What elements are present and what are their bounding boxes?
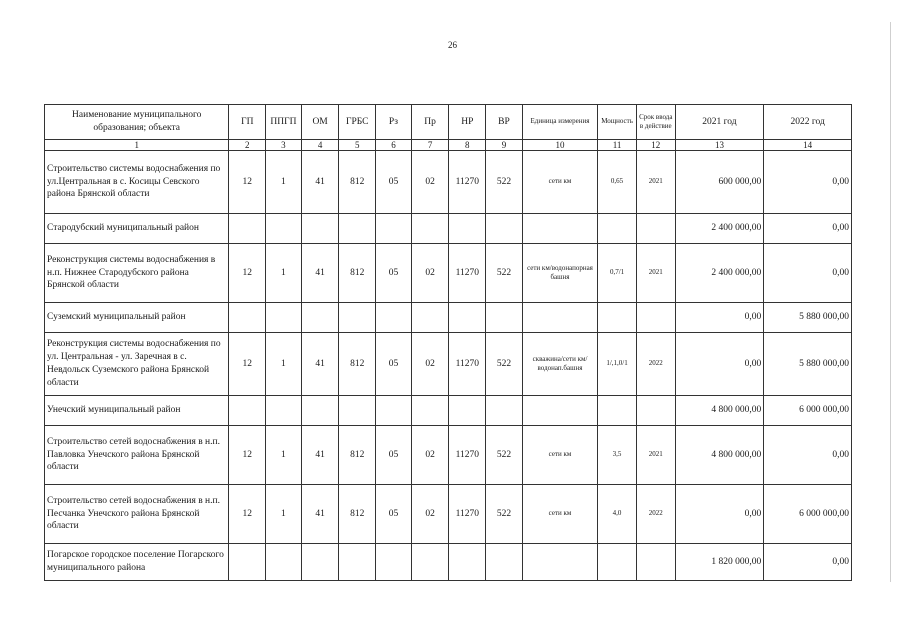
header-unit: Единица измерения <box>522 105 597 140</box>
table-row <box>45 333 852 396</box>
cell-om: 41 <box>301 151 339 214</box>
cell-grbs: 812 <box>339 485 376 544</box>
cell-gp: 12 <box>229 485 266 544</box>
column-number: 7 <box>411 140 449 151</box>
cell-nr: 11270 <box>449 485 486 544</box>
cell-vr: 522 <box>486 244 523 303</box>
object-name: Реконструкция системы водоснабжения по ул. Центральная - ул. Заречная в с. Невдольск Суземского района Брянской области <box>45 333 229 396</box>
column-number: 4 <box>301 140 339 151</box>
cell-vr: 522 <box>486 426 523 485</box>
cell-ppgp: 1 <box>266 151 302 214</box>
region-name: Погарское городское поселение Погарского муниципального района <box>45 544 229 581</box>
column-number: 12 <box>636 140 675 151</box>
cell-rz: 05 <box>376 244 412 303</box>
cell-grbs: 812 <box>339 151 376 214</box>
column-number: 3 <box>266 140 302 151</box>
cell-ppgp: 1 <box>266 485 302 544</box>
header-ppgp: ППГП <box>266 105 302 140</box>
cell-vr: 522 <box>486 333 523 396</box>
header-om: ОМ <box>301 105 339 140</box>
cell-ppgp: 1 <box>266 426 302 485</box>
cell-power: 1/,1,0/1 <box>598 333 637 396</box>
header-2022: 2022 год <box>764 105 852 140</box>
cell-om: 41 <box>301 333 339 396</box>
cell-nr: 11270 <box>449 244 486 303</box>
header-pr: Пр <box>411 105 449 140</box>
object-name: Строительство сетей водоснабжения в н.п. Песчанка Унечского района Брянской области <box>45 485 229 544</box>
table-row <box>45 426 852 485</box>
cell-grbs: 812 <box>339 426 376 485</box>
cell-term: 2021 <box>636 426 675 485</box>
table-row <box>45 485 852 544</box>
header-term: Срок ввода в действие <box>636 105 675 140</box>
cell-pr: 02 <box>411 244 449 303</box>
column-number: 11 <box>598 140 637 151</box>
cell-rz: 05 <box>376 151 412 214</box>
cell-pr: 02 <box>411 151 449 214</box>
cell-2021: 4 800 000,00 <box>675 426 764 485</box>
cell-power: 0,65 <box>598 151 637 214</box>
column-number: 13 <box>675 140 764 151</box>
cell-pr: 02 <box>411 333 449 396</box>
cell-gp: 12 <box>229 244 266 303</box>
cell-2022: 6 000 000,00 <box>764 485 852 544</box>
column-number: 1 <box>45 140 229 151</box>
header-vr: ВР <box>486 105 523 140</box>
cell-vr: 522 <box>486 151 523 214</box>
cell-2022: 6 000 000,00 <box>764 396 852 426</box>
cell-vr: 522 <box>486 485 523 544</box>
cell-pr: 02 <box>411 485 449 544</box>
header-nr: НР <box>449 105 486 140</box>
cell-grbs: 812 <box>339 244 376 303</box>
region-name: Унечский муниципальный район <box>45 396 229 426</box>
cell-2021: 2 400 000,00 <box>675 214 764 244</box>
cell-ppgp: 1 <box>266 333 302 396</box>
cell-ppgp: 1 <box>266 244 302 303</box>
table-row <box>45 244 852 303</box>
cell-om: 41 <box>301 244 339 303</box>
cell-2021: 2 400 000,00 <box>675 244 764 303</box>
cell-2021: 0,00 <box>675 303 764 333</box>
cell-rz: 05 <box>376 333 412 396</box>
cell-2021: 0,00 <box>675 333 764 396</box>
column-number: 5 <box>339 140 376 151</box>
cell-2022: 0,00 <box>764 426 852 485</box>
cell-2022: 0,00 <box>764 244 852 303</box>
cell-2021: 0,00 <box>675 485 764 544</box>
region-name: Суземский муниципальный район <box>45 303 229 333</box>
table-row <box>45 396 852 426</box>
cell-gp: 12 <box>229 151 266 214</box>
cell-2022: 0,00 <box>764 214 852 244</box>
budget-table <box>44 104 852 581</box>
region-name: Стародубский муниципальный район <box>45 214 229 244</box>
cell-om: 41 <box>301 426 339 485</box>
page-edge-line <box>890 22 891 582</box>
cell-power: 4,0 <box>598 485 637 544</box>
cell-term: 2022 <box>636 485 675 544</box>
cell-grbs: 812 <box>339 333 376 396</box>
column-number: 10 <box>522 140 597 151</box>
cell-2021: 4 800 000,00 <box>675 396 764 426</box>
table-row <box>45 303 852 333</box>
cell-gp: 12 <box>229 333 266 396</box>
header-rz: Рз <box>376 105 412 140</box>
header-grbs: ГРБС <box>339 105 376 140</box>
cell-unit: сети км <box>522 485 597 544</box>
cell-unit: сети км <box>522 151 597 214</box>
header-row <box>45 105 852 140</box>
column-number-row <box>45 140 852 151</box>
cell-unit: скважина/сети км/водонап.башня <box>522 333 597 396</box>
cell-gp: 12 <box>229 426 266 485</box>
column-number: 9 <box>486 140 523 151</box>
cell-nr: 11270 <box>449 333 486 396</box>
cell-rz: 05 <box>376 485 412 544</box>
header-power: Мощность <box>598 105 637 140</box>
column-number: 2 <box>229 140 266 151</box>
cell-om: 41 <box>301 485 339 544</box>
header-2021: 2021 год <box>675 105 764 140</box>
cell-2021: 1 820 000,00 <box>675 544 764 581</box>
column-number: 8 <box>449 140 486 151</box>
object-name: Реконструкция системы водоснабжения в н.п. Нижнее Стародубского района Брянской области <box>45 244 229 303</box>
cell-2022: 0,00 <box>764 544 852 581</box>
header-name: Наименование муниципального образования; объекта <box>45 105 229 140</box>
cell-2022: 5 880 000,00 <box>764 303 852 333</box>
object-name: Строительство системы водоснабжения по ул.Центральная в с. Косицы Севского района Брянской области <box>45 151 229 214</box>
object-name: Строительство сетей водоснабжения в н.п. Павловка Унечского района Брянской области <box>45 426 229 485</box>
column-number: 6 <box>376 140 412 151</box>
cell-nr: 11270 <box>449 151 486 214</box>
cell-term: 2021 <box>636 244 675 303</box>
cell-term: 2022 <box>636 333 675 396</box>
cell-nr: 11270 <box>449 426 486 485</box>
cell-term: 2021 <box>636 151 675 214</box>
cell-pr: 02 <box>411 426 449 485</box>
table-row <box>45 214 852 244</box>
page-number: 26 <box>448 40 457 50</box>
cell-unit: сети км/водонапорная башня <box>522 244 597 303</box>
cell-2021: 600 000,00 <box>675 151 764 214</box>
header-gp: ГП <box>229 105 266 140</box>
cell-2022: 5 880 000,00 <box>764 333 852 396</box>
cell-unit: сети км <box>522 426 597 485</box>
table-row <box>45 151 852 214</box>
cell-power: 3,5 <box>598 426 637 485</box>
cell-power: 0,7/1 <box>598 244 637 303</box>
table-row <box>45 544 852 581</box>
cell-rz: 05 <box>376 426 412 485</box>
column-number: 14 <box>764 140 852 151</box>
cell-2022: 0,00 <box>764 151 852 214</box>
